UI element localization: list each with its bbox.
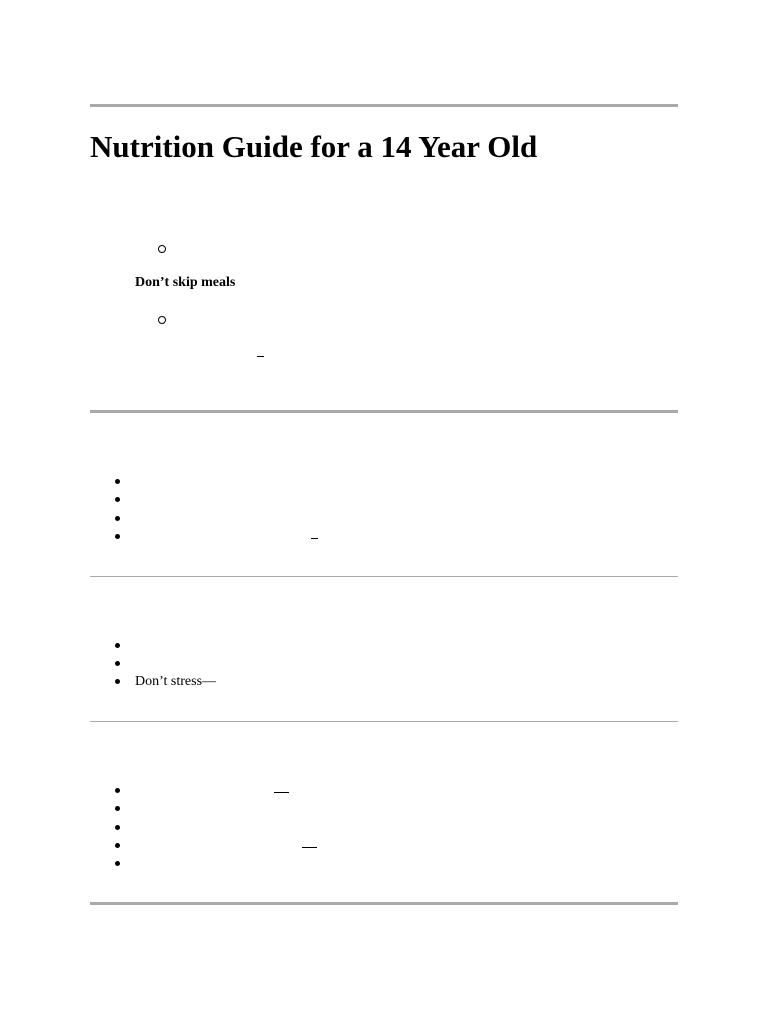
list-bullet <box>115 661 120 666</box>
top-divider <box>90 104 678 107</box>
list-bullet <box>115 861 120 866</box>
section-divider <box>90 410 678 413</box>
section-subheading: Don’t skip meals <box>135 275 236 290</box>
dash-mark <box>257 356 264 357</box>
list-bullet <box>115 788 120 793</box>
list-bullet <box>115 843 120 848</box>
section-divider <box>90 576 678 577</box>
bottom-divider <box>90 902 678 905</box>
page-title: Nutrition Guide for a 14 Year Old <box>90 129 538 164</box>
list-bullet <box>115 679 120 684</box>
dash-mark <box>311 538 318 539</box>
list-bullet <box>115 643 120 648</box>
list-item-text: Don’t stress— <box>135 674 217 689</box>
section-divider <box>90 721 678 722</box>
list-bullet <box>115 516 120 521</box>
list-bullet <box>115 534 120 539</box>
circle-bullet <box>158 245 166 253</box>
list-bullet <box>115 825 120 830</box>
dash-mark <box>302 847 317 848</box>
list-bullet <box>115 479 120 484</box>
list-bullet <box>115 497 120 502</box>
list-bullet <box>115 806 120 811</box>
dash-mark <box>274 792 289 793</box>
circle-bullet <box>158 316 166 324</box>
